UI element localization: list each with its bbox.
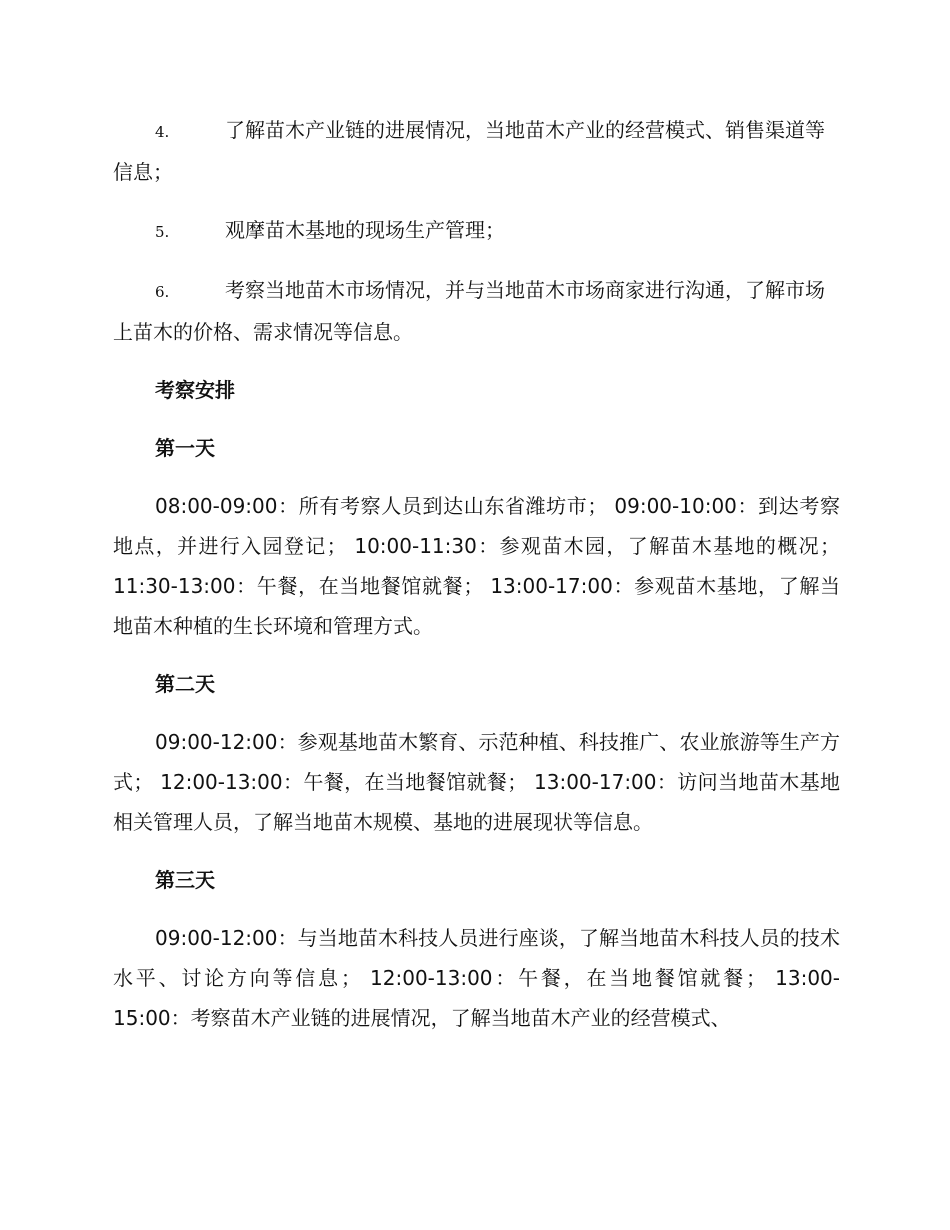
day-heading: 第一天 (155, 436, 215, 460)
objective-item (113, 210, 840, 252)
day-schedule-text: 09:00-12:00：与当地苗木科技人员进行座谈，了解当地苗木科技人员的技术水平、讨论方向等信息； 12:00-13:00：午餐，在当地餐馆就餐； 13:00-15:00：考察苗木产业链的进展情况，了解当地苗木产业的经营模式、 (113, 926, 840, 1030)
objective-number: 4. (155, 123, 170, 141)
schedule-title: 考察安排 (155, 378, 235, 402)
document-body (113, 110, 840, 1056)
objective-item (113, 110, 840, 192)
objective-text: 观摩苗木基地的现场生产管理； (225, 218, 505, 242)
objective-item (113, 270, 840, 352)
day-heading: 第二天 (155, 672, 215, 696)
day-heading: 第三天 (155, 868, 215, 892)
day-schedule-text: 09:00-12:00：参观基地苗木繁育、示范种植、科技推广、农业旅游等生产方式； 12:00-13:00：午餐，在当地餐馆就餐； 13:00-17:00：访问当地苗木基地相关管理人员，了解当地苗木规模、基地的进展现状等信息。 (113, 730, 840, 834)
objective-text: 了解苗木产业链的进展情况，当地苗木产业的经营模式、销售渠道等信息； (113, 118, 825, 184)
objective-number: 5. (155, 223, 170, 241)
objective-text: 考察当地苗木市场情况，并与当地苗木市场商家进行沟通，了解市场上苗木的价格、需求情况等信息。 (113, 278, 825, 344)
day-schedule-text: 08:00-09:00：所有考察人员到达山东省潍坊市； 09:00-10:00：到达考察地点，并进行入园登记； 10:00-11:30：参观苗木园，了解苗木基地的概况； 11:30-13:00：午餐，在当地餐馆就餐； 13:00-17:00：参观苗木基地，了解当地苗木种植的生长环境和管理方式。 (113, 494, 840, 638)
objective-number: 6. (155, 283, 170, 301)
